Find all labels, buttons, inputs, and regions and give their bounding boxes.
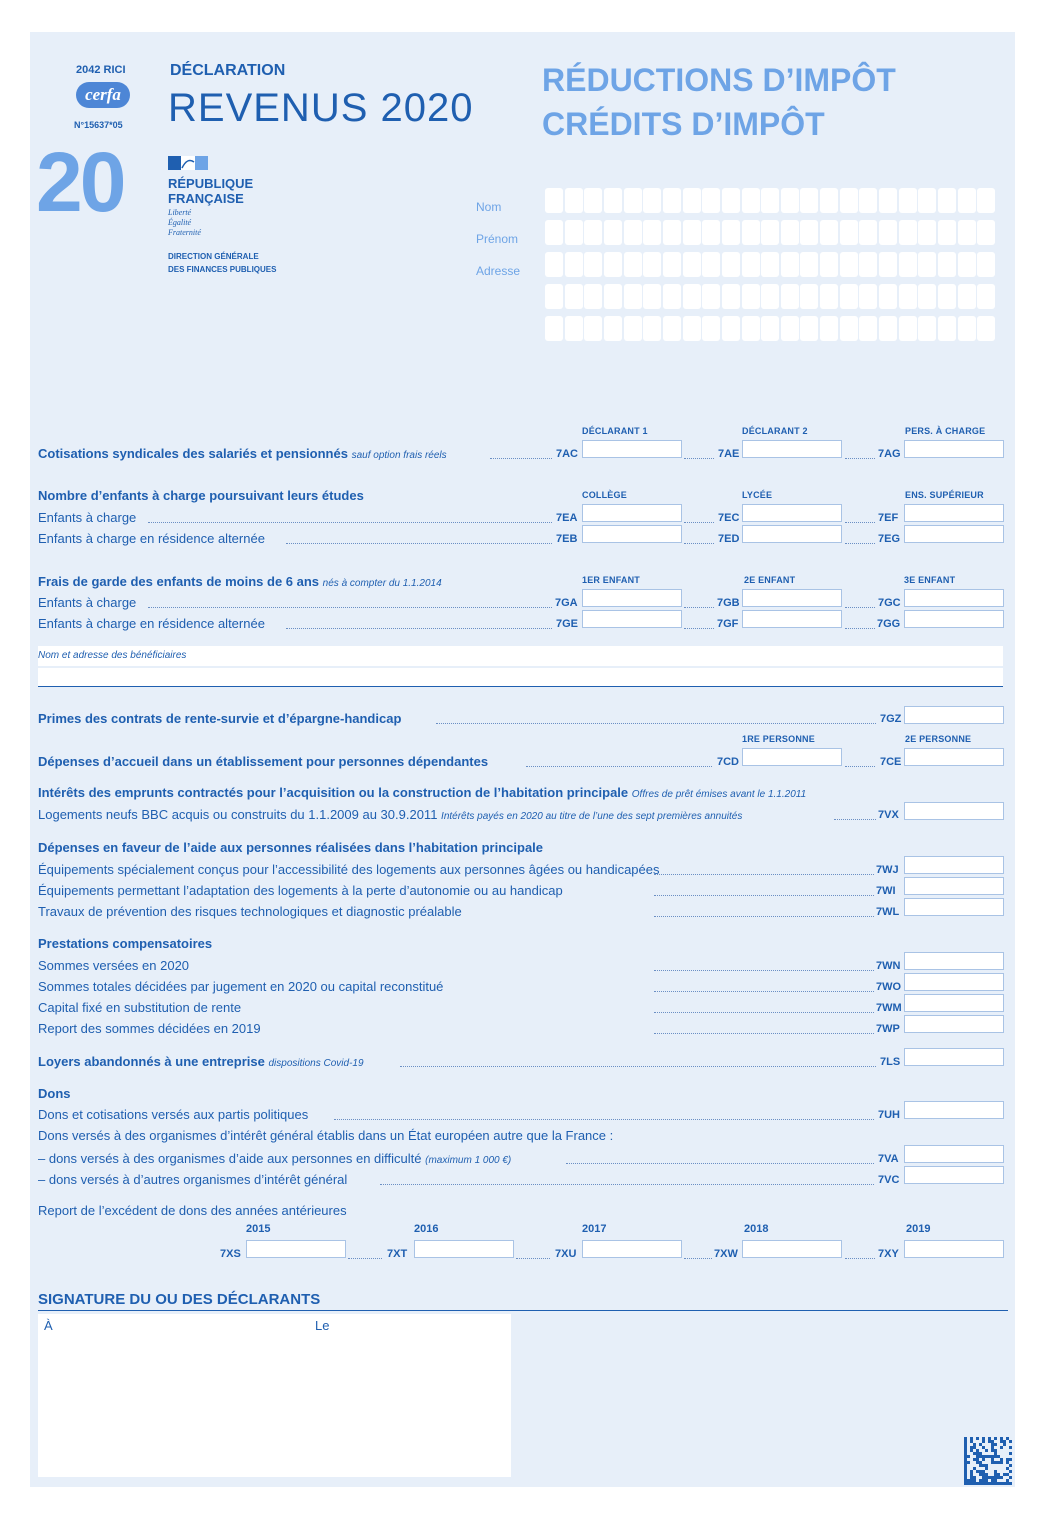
field-7xw[interactable] [742, 1240, 842, 1258]
declaration-label: DÉCLARATION [170, 62, 286, 79]
dons-row2-label: – dons versés à des organismes d’aide aux personnes en difficulté (maximum 1 000 €) [38, 1151, 512, 1166]
identity-char-cell[interactable] [643, 188, 661, 213]
identity-char-cell[interactable] [702, 316, 720, 341]
code-7va: 7VA [878, 1153, 899, 1165]
identity-char-cell[interactable] [683, 316, 701, 341]
syndicats-label: Cotisations syndicales des salariés et pensionnés sauf option frais réels [38, 446, 447, 461]
identity-char-cell[interactable] [624, 252, 642, 277]
identity-char-cell[interactable] [781, 220, 799, 245]
identity-char-cell[interactable] [604, 252, 622, 277]
identity-char-cell[interactable] [859, 316, 877, 341]
etudes-row2-label: Enfants à charge en résidence alternée [38, 531, 265, 546]
marianne-flag-icon [168, 156, 208, 170]
identity-char-cell[interactable] [859, 220, 877, 245]
col-header-college: COLLÈGE [582, 490, 627, 500]
identity-char-cell[interactable] [545, 220, 563, 245]
field-7vc[interactable] [904, 1166, 1004, 1184]
code-7ce: 7CE [880, 756, 902, 768]
identity-char-cell[interactable] [918, 252, 936, 277]
beneficiaires-label: Nom et adresse des bénéficiaires [38, 650, 187, 661]
year-2015: 2015 [246, 1223, 271, 1235]
identity-char-cell[interactable] [899, 188, 917, 213]
identity-char-cell[interactable] [545, 284, 563, 309]
identity-char-cell[interactable] [663, 252, 681, 277]
datamatrix-barcode-icon [964, 1437, 1012, 1485]
code-7gf: 7GF [717, 618, 739, 630]
identity-char-cell[interactable] [722, 220, 740, 245]
field-7ed[interactable] [742, 525, 842, 543]
identity-char-cell[interactable] [781, 188, 799, 213]
identity-char-cell[interactable] [859, 188, 877, 213]
identity-char-cell[interactable] [879, 252, 897, 277]
code-7eg: 7EG [878, 533, 901, 545]
identity-char-cell[interactable] [899, 316, 917, 341]
code-7wm: 7WM [876, 1002, 902, 1014]
identity-char-cell[interactable] [683, 220, 701, 245]
identity-char-cell[interactable] [663, 316, 681, 341]
col-header-enfant1: 1ER ENFANT [582, 575, 641, 585]
code-7ea: 7EA [556, 512, 578, 524]
garde-row2-label: Enfants à charge en résidence alternée [38, 616, 265, 631]
identity-char-cell[interactable] [742, 316, 760, 341]
identity-char-cell[interactable] [879, 284, 897, 309]
identity-char-cell[interactable] [820, 188, 838, 213]
identity-char-cell[interactable] [683, 252, 701, 277]
identity-char-cell[interactable] [899, 284, 917, 309]
identity-char-cell[interactable] [800, 316, 818, 341]
identity-char-cell[interactable] [643, 284, 661, 309]
adresse-label: Adresse [476, 264, 521, 278]
code-7ge: 7GE [556, 618, 579, 630]
code-7ef: 7EF [878, 512, 899, 524]
code-7xy: 7XY [878, 1248, 899, 1260]
field-7wn[interactable] [904, 952, 1004, 970]
identity-char-cell[interactable] [761, 316, 779, 341]
identity-char-cell[interactable] [683, 188, 701, 213]
identity-char-cell[interactable] [840, 188, 858, 213]
page-title-line2: CRÉDITS D’IMPÔT [542, 106, 825, 142]
identity-char-cell[interactable] [899, 220, 917, 245]
field-7ga[interactable] [582, 589, 682, 607]
identity-char-cell[interactable] [840, 220, 858, 245]
prestations-rows-row-label: Sommes versées en 2020 [38, 958, 190, 973]
identity-char-cell[interactable] [683, 284, 701, 309]
field-7xt[interactable] [414, 1240, 514, 1258]
cerfa-number: N°15637*05 [74, 120, 123, 130]
identity-char-cell[interactable] [781, 284, 799, 309]
signature-date-label: Le [315, 1318, 330, 1333]
identity-char-cell[interactable] [584, 316, 602, 341]
year-2017: 2017 [582, 1223, 607, 1235]
code-7gg: 7GG [877, 618, 901, 630]
identity-char-cell[interactable] [702, 188, 720, 213]
identity-char-cell[interactable] [840, 252, 858, 277]
identity-char-cell[interactable] [820, 220, 838, 245]
dons-report-label: Report de l’excédent de dons des années antérieures [38, 1203, 347, 1218]
prestations-rows-row-label: Sommes totales décidées par jugement en 2020 ou capital reconstitué [38, 979, 444, 994]
identity-char-cell[interactable] [624, 316, 642, 341]
identity-char-cell[interactable] [977, 252, 995, 277]
field-7gz[interactable] [904, 706, 1004, 724]
identity-char-cell[interactable] [761, 220, 779, 245]
identity-char-cell[interactable] [879, 220, 897, 245]
prestations-title: Prestations compensatoires [38, 936, 213, 951]
garde-row1-label: Enfants à charge [38, 595, 137, 610]
identity-char-cell[interactable] [584, 188, 602, 213]
year-2019: 2019 [906, 1223, 931, 1235]
identity-char-cell[interactable] [742, 284, 760, 309]
accueil-label: Dépenses d’accueil dans un établissement pour personnes dépendantes [38, 754, 489, 769]
etudes-title: Nombre d’enfants à charge poursuivant leurs études [38, 488, 364, 503]
identity-char-cell[interactable] [742, 220, 760, 245]
signature-divider [38, 1310, 1008, 1311]
identity-char-cell[interactable] [761, 188, 779, 213]
prestations-rows-row-label: Report des sommes décidées en 2019 [38, 1021, 261, 1036]
aide-rows-row-label: Travaux de prévention des risques technologiques et diagnostic préalable [38, 904, 462, 919]
identity-char-cell[interactable] [938, 316, 956, 341]
identity-char-cell[interactable] [840, 316, 858, 341]
republique-label: RÉPUBLIQUE FRANÇAISE [168, 176, 254, 206]
field-7eg[interactable] [904, 525, 1004, 543]
field-7gb[interactable] [742, 589, 842, 607]
code-7vx: 7VX [878, 809, 899, 821]
emprunts-title: Intérêts des emprunts contractés pour l’acquisition ou la construction de l’habitation principale Offres de prêt émises avant le 1.1.2011 [38, 785, 807, 800]
field-7gf[interactable] [742, 610, 842, 628]
identity-char-cell[interactable] [702, 284, 720, 309]
aide-title: Dépenses en faveur de l’aide aux personnes réalisées dans l’habitation principale [38, 840, 544, 855]
field-7wl[interactable] [904, 898, 1004, 916]
code-7xw: 7XW [714, 1248, 738, 1260]
code-7ls: 7LS [880, 1056, 901, 1068]
identity-char-cell[interactable] [565, 188, 583, 213]
col-header-lycee: LYCÉE [742, 490, 773, 500]
code-7gz: 7GZ [880, 713, 902, 725]
field-7va[interactable] [904, 1145, 1004, 1163]
col-header-pers-charge: PERS. À CHARGE [905, 426, 986, 436]
field-7wp[interactable] [904, 1015, 1004, 1033]
field-7wm[interactable] [904, 994, 1004, 1012]
identity-char-cell[interactable] [702, 252, 720, 277]
form-number: 2042 RICI [76, 64, 126, 76]
field-7xy[interactable] [904, 1240, 1004, 1258]
identity-char-cell[interactable] [938, 188, 956, 213]
identity-char-cell[interactable] [879, 188, 897, 213]
field-7ef[interactable] [904, 504, 1004, 522]
identity-char-cell[interactable] [624, 188, 642, 213]
emprunts-row-label: Logements neufs BBC acquis ou construits du 1.1.2009 au 30.9.2011 Intérêts payés en 2020 au titre de l’une des sept premières annuités [38, 807, 743, 822]
aide-rows-row-label: Équipements permettant l’adaptation des logements à la perte d’autonomie ou au handicap [38, 883, 563, 898]
signature-title: SIGNATURE DU OU DES DÉCLARANTS [38, 1291, 321, 1308]
code-7xs: 7XS [220, 1248, 241, 1260]
garde-title: Frais de garde des enfants de moins de 6 ans nés à compter du 1.1.2014 [38, 574, 442, 589]
field-7wj[interactable] [904, 856, 1004, 874]
identity-char-cell[interactable] [565, 252, 583, 277]
identity-char-cell[interactable] [643, 220, 661, 245]
identity-char-cell[interactable] [938, 252, 956, 277]
identity-char-cell[interactable] [977, 188, 995, 213]
identity-char-cell[interactable] [820, 284, 838, 309]
col-header-declarant1: DÉCLARANT 1 [582, 426, 648, 436]
identity-char-cell[interactable] [624, 220, 642, 245]
field-7ec[interactable] [742, 504, 842, 522]
code-7ac: 7AC [556, 448, 579, 460]
beneficiaires-field-2[interactable] [38, 668, 1003, 687]
field-7uh[interactable] [904, 1101, 1004, 1119]
identity-char-cell[interactable] [643, 316, 661, 341]
identity-char-cell[interactable] [977, 220, 995, 245]
identity-char-cell[interactable] [958, 252, 976, 277]
revenus-title: REVENUS 2020 [168, 86, 474, 130]
field-7gc[interactable] [904, 589, 1004, 607]
identity-char-cell[interactable] [663, 284, 681, 309]
page-title-line1: RÉDUCTIONS D’IMPÔT [542, 62, 896, 98]
col-header-enfant2: 2E ENFANT [744, 575, 796, 585]
identity-char-cell[interactable] [761, 252, 779, 277]
identity-char-cell[interactable] [761, 284, 779, 309]
field-7gg[interactable] [904, 610, 1004, 628]
code-7wj: 7WJ [876, 864, 899, 876]
identity-char-cell[interactable] [958, 316, 976, 341]
identity-char-cell[interactable] [840, 284, 858, 309]
code-7wn: 7WN [876, 960, 901, 972]
field-7eb[interactable] [582, 525, 682, 543]
identity-char-cell[interactable] [781, 316, 799, 341]
dons-row3-label: – dons versés à d’autres organismes d’intérêt général [38, 1172, 348, 1187]
identity-char-cell[interactable] [820, 252, 838, 277]
field-7vx[interactable] [904, 802, 1004, 820]
identity-char-cell[interactable] [958, 188, 976, 213]
dons-row1-label: Dons et cotisations versés aux partis politiques [38, 1107, 309, 1122]
code-7ec: 7EC [718, 512, 740, 524]
code-7wp: 7WP [876, 1023, 900, 1035]
identity-char-cell[interactable] [584, 220, 602, 245]
code-7ed: 7ED [718, 533, 740, 545]
code-7eb: 7EB [556, 533, 578, 545]
identity-char-cell[interactable] [918, 188, 936, 213]
identity-char-cell[interactable] [604, 284, 622, 309]
identity-char-cell[interactable] [722, 316, 740, 341]
identity-char-cell[interactable] [545, 252, 563, 277]
field-7ls[interactable] [904, 1048, 1004, 1066]
identity-char-cell[interactable] [624, 284, 642, 309]
code-7vc: 7VC [878, 1174, 900, 1186]
loyers-label: Loyers abandonnés à une entreprise dispositions Covid-19 [38, 1054, 364, 1069]
col-header-personne2: 2E PERSONNE [905, 734, 972, 744]
code-7ag: 7AG [878, 448, 901, 460]
identity-char-cell[interactable] [918, 220, 936, 245]
motto: Liberté Égalité Fraternité [168, 208, 201, 237]
identity-char-cell[interactable] [722, 188, 740, 213]
code-7ae: 7AE [718, 448, 740, 460]
identity-char-cell[interactable] [604, 188, 622, 213]
nom-label: Nom [476, 200, 502, 214]
identity-char-cell[interactable] [702, 220, 720, 245]
identity-char-cell[interactable] [781, 252, 799, 277]
identity-char-cell[interactable] [859, 284, 877, 309]
identity-char-cell[interactable] [565, 316, 583, 341]
aide-rows-row-label: Équipements spécialement conçus pour l’accessibilité des logements aux personnes âgées ou handicapées [38, 862, 660, 877]
identity-char-cell[interactable] [663, 220, 681, 245]
dgfip-label: DIRECTION GÉNÉRALE DES FINANCES PUBLIQUES [168, 252, 277, 274]
field-7xs[interactable] [246, 1240, 346, 1258]
identity-char-cell[interactable] [859, 252, 877, 277]
field-7wo[interactable] [904, 973, 1004, 991]
big-year-number: 20 [36, 135, 124, 229]
identity-char-cell[interactable] [742, 188, 760, 213]
identity-char-cell[interactable] [545, 316, 563, 341]
code-7wl: 7WL [876, 906, 900, 918]
col-header-superieur: ENS. SUPÉRIEUR [905, 490, 984, 500]
identity-char-cell[interactable] [918, 316, 936, 341]
dons-title: Dons [38, 1086, 71, 1101]
field-7xu[interactable] [582, 1240, 682, 1258]
identity-char-cell[interactable] [800, 220, 818, 245]
field-7ag[interactable] [904, 440, 1004, 458]
identity-char-cell[interactable] [918, 284, 936, 309]
code-7ga: 7GA [555, 597, 578, 609]
prestations-rows-row-label: Capital fixé en substitution de rente [38, 1000, 242, 1015]
signature-lieu-label: À [44, 1318, 53, 1333]
field-7wi[interactable] [904, 877, 1004, 895]
identity-char-cell[interactable] [958, 220, 976, 245]
field-7cd[interactable] [742, 748, 842, 766]
identity-char-cell[interactable] [977, 284, 995, 309]
identity-char-cell[interactable] [604, 316, 622, 341]
field-7ea[interactable] [582, 504, 682, 522]
year-2016: 2016 [414, 1223, 439, 1235]
code-7wi: 7WI [876, 885, 896, 897]
col-header-declarant2: DÉCLARANT 2 [742, 426, 808, 436]
identity-char-cell[interactable] [800, 284, 818, 309]
code-7wo: 7WO [876, 981, 902, 993]
identity-char-cell[interactable] [938, 284, 956, 309]
identity-char-cell[interactable] [938, 220, 956, 245]
identity-char-cell[interactable] [958, 284, 976, 309]
identity-char-cell[interactable] [565, 220, 583, 245]
field-7ce[interactable] [904, 748, 1004, 766]
col-header-personne1: 1RE PERSONNE [742, 734, 815, 744]
etudes-row1-label: Enfants à charge [38, 510, 137, 525]
identity-char-cell[interactable] [800, 188, 818, 213]
identity-char-cell[interactable] [722, 252, 740, 277]
year-2018: 2018 [744, 1223, 769, 1235]
identity-char-cell[interactable] [899, 252, 917, 277]
code-7uh: 7UH [878, 1109, 901, 1121]
code-7cd: 7CD [717, 756, 740, 768]
field-7ae[interactable] [742, 440, 842, 458]
identity-char-cell[interactable] [584, 252, 602, 277]
prenom-label: Prénom [476, 232, 519, 246]
cerfa-logo: cerfa [76, 82, 130, 108]
field-7ge[interactable] [582, 610, 682, 628]
identity-char-cell[interactable] [584, 284, 602, 309]
identity-char-cell[interactable] [742, 252, 760, 277]
identity-char-cell[interactable] [820, 316, 838, 341]
identity-char-cell[interactable] [604, 220, 622, 245]
primes-label: Primes des contrats de rente-survie et d’épargne-handicap [38, 711, 402, 726]
col-header-enfant3: 3E ENFANT [904, 575, 956, 585]
code-7gb: 7GB [717, 597, 740, 609]
identity-char-cell[interactable] [800, 252, 818, 277]
dons-intro: Dons versés à des organismes d’intérêt général établis dans un État européen autre que la France : [38, 1128, 614, 1143]
identity-char-cell[interactable] [977, 316, 995, 341]
field-7ac[interactable] [582, 440, 682, 458]
identity-char-cell[interactable] [643, 252, 661, 277]
beneficiaires-field-1[interactable] [38, 646, 1003, 666]
identity-char-cell[interactable] [545, 188, 563, 213]
identity-char-cell[interactable] [565, 284, 583, 309]
code-7xu: 7XU [555, 1248, 577, 1260]
identity-char-cell[interactable] [879, 316, 897, 341]
code-7xt: 7XT [387, 1248, 408, 1260]
identity-char-cell[interactable] [722, 284, 740, 309]
signature-box[interactable] [38, 1314, 511, 1477]
code-7gc: 7GC [878, 597, 901, 609]
identity-char-cell[interactable] [663, 188, 681, 213]
